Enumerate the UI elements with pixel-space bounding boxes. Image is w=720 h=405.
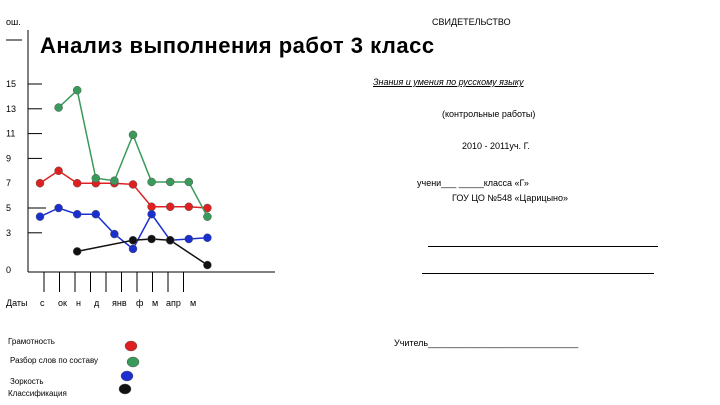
data-point bbox=[185, 235, 193, 243]
y-tick-label: 7 bbox=[6, 178, 12, 189]
series-line bbox=[40, 171, 207, 208]
data-point bbox=[73, 210, 81, 218]
legend-marker bbox=[119, 384, 131, 394]
data-point bbox=[55, 167, 63, 175]
data-point bbox=[166, 178, 174, 186]
data-point bbox=[55, 104, 63, 112]
data-point bbox=[110, 177, 118, 185]
y-tick-label: 5 bbox=[6, 203, 12, 213]
x-tick-label: м bbox=[152, 298, 159, 308]
data-point bbox=[92, 174, 100, 182]
certificate-title: СВИДЕТЕЛЬСТВО bbox=[432, 17, 511, 27]
legend-marker bbox=[127, 357, 139, 367]
legend-label: Зоркость bbox=[10, 377, 44, 386]
data-point bbox=[203, 261, 211, 269]
data-point bbox=[166, 203, 174, 211]
x-tick-label: д bbox=[94, 298, 100, 308]
data-point bbox=[148, 203, 156, 211]
y-tick-label: 3 bbox=[6, 227, 12, 238]
data-point bbox=[55, 204, 63, 212]
y-tick-label: 13 bbox=[6, 103, 17, 114]
series-line bbox=[59, 90, 208, 216]
data-point bbox=[185, 178, 193, 186]
y-tick-label: 0 bbox=[6, 265, 12, 275]
data-point bbox=[129, 180, 137, 188]
data-point bbox=[110, 230, 118, 238]
chart-ticks bbox=[6, 79, 196, 308]
certificate-subject: Знания и умения по русскому языку bbox=[373, 77, 524, 87]
data-point bbox=[148, 235, 156, 243]
data-point bbox=[129, 245, 137, 253]
data-point bbox=[73, 179, 81, 187]
certificate-school-line: ГОУ ЦО №548 «Царицыно» bbox=[452, 193, 569, 203]
x-tick-label: ф bbox=[136, 298, 144, 308]
data-point bbox=[203, 213, 211, 221]
teacher-line: Учитель______________________________ bbox=[394, 338, 579, 348]
data-point bbox=[148, 178, 156, 186]
y-tick-label: 15 bbox=[6, 79, 17, 89]
data-point bbox=[129, 131, 137, 139]
y-tick-label: 11 bbox=[6, 128, 16, 139]
data-point bbox=[36, 179, 44, 187]
data-point bbox=[36, 213, 44, 221]
data-point bbox=[92, 210, 100, 218]
data-point bbox=[185, 203, 193, 211]
legend-label: Грамотность bbox=[8, 337, 55, 346]
legend-label: Разбор слов по составу bbox=[10, 356, 99, 365]
certificate-student-line: учени___ _____класса «Г» bbox=[417, 178, 529, 188]
x-tick-label: м bbox=[190, 298, 197, 308]
page-title: Анализ выполнения работ 3 класс bbox=[40, 33, 435, 58]
data-point bbox=[148, 210, 156, 218]
chart-series bbox=[36, 86, 211, 269]
certificate-years: 2010 - 2011уч. Г. bbox=[462, 141, 530, 151]
x-tick-label: ок bbox=[58, 298, 67, 308]
x-tick-label: с bbox=[40, 298, 45, 308]
data-point bbox=[203, 234, 211, 242]
certificate-works: (контрольные работы) bbox=[442, 109, 536, 119]
data-point bbox=[73, 86, 81, 94]
data-point bbox=[129, 236, 137, 244]
legend-marker bbox=[125, 341, 137, 351]
x-tick-label: янв bbox=[112, 298, 127, 308]
data-point bbox=[73, 247, 81, 255]
x-axis-label: Даты bbox=[6, 298, 28, 308]
legend-marker bbox=[121, 371, 133, 381]
legend-label: Классификация bbox=[8, 389, 67, 398]
x-tick-label: апр bbox=[166, 298, 181, 308]
chart-legend bbox=[8, 337, 139, 398]
y-tick-label: 9 bbox=[6, 153, 12, 164]
x-tick-label: н bbox=[76, 298, 81, 308]
corner-label: ош. bbox=[6, 17, 21, 27]
data-point bbox=[166, 236, 174, 244]
